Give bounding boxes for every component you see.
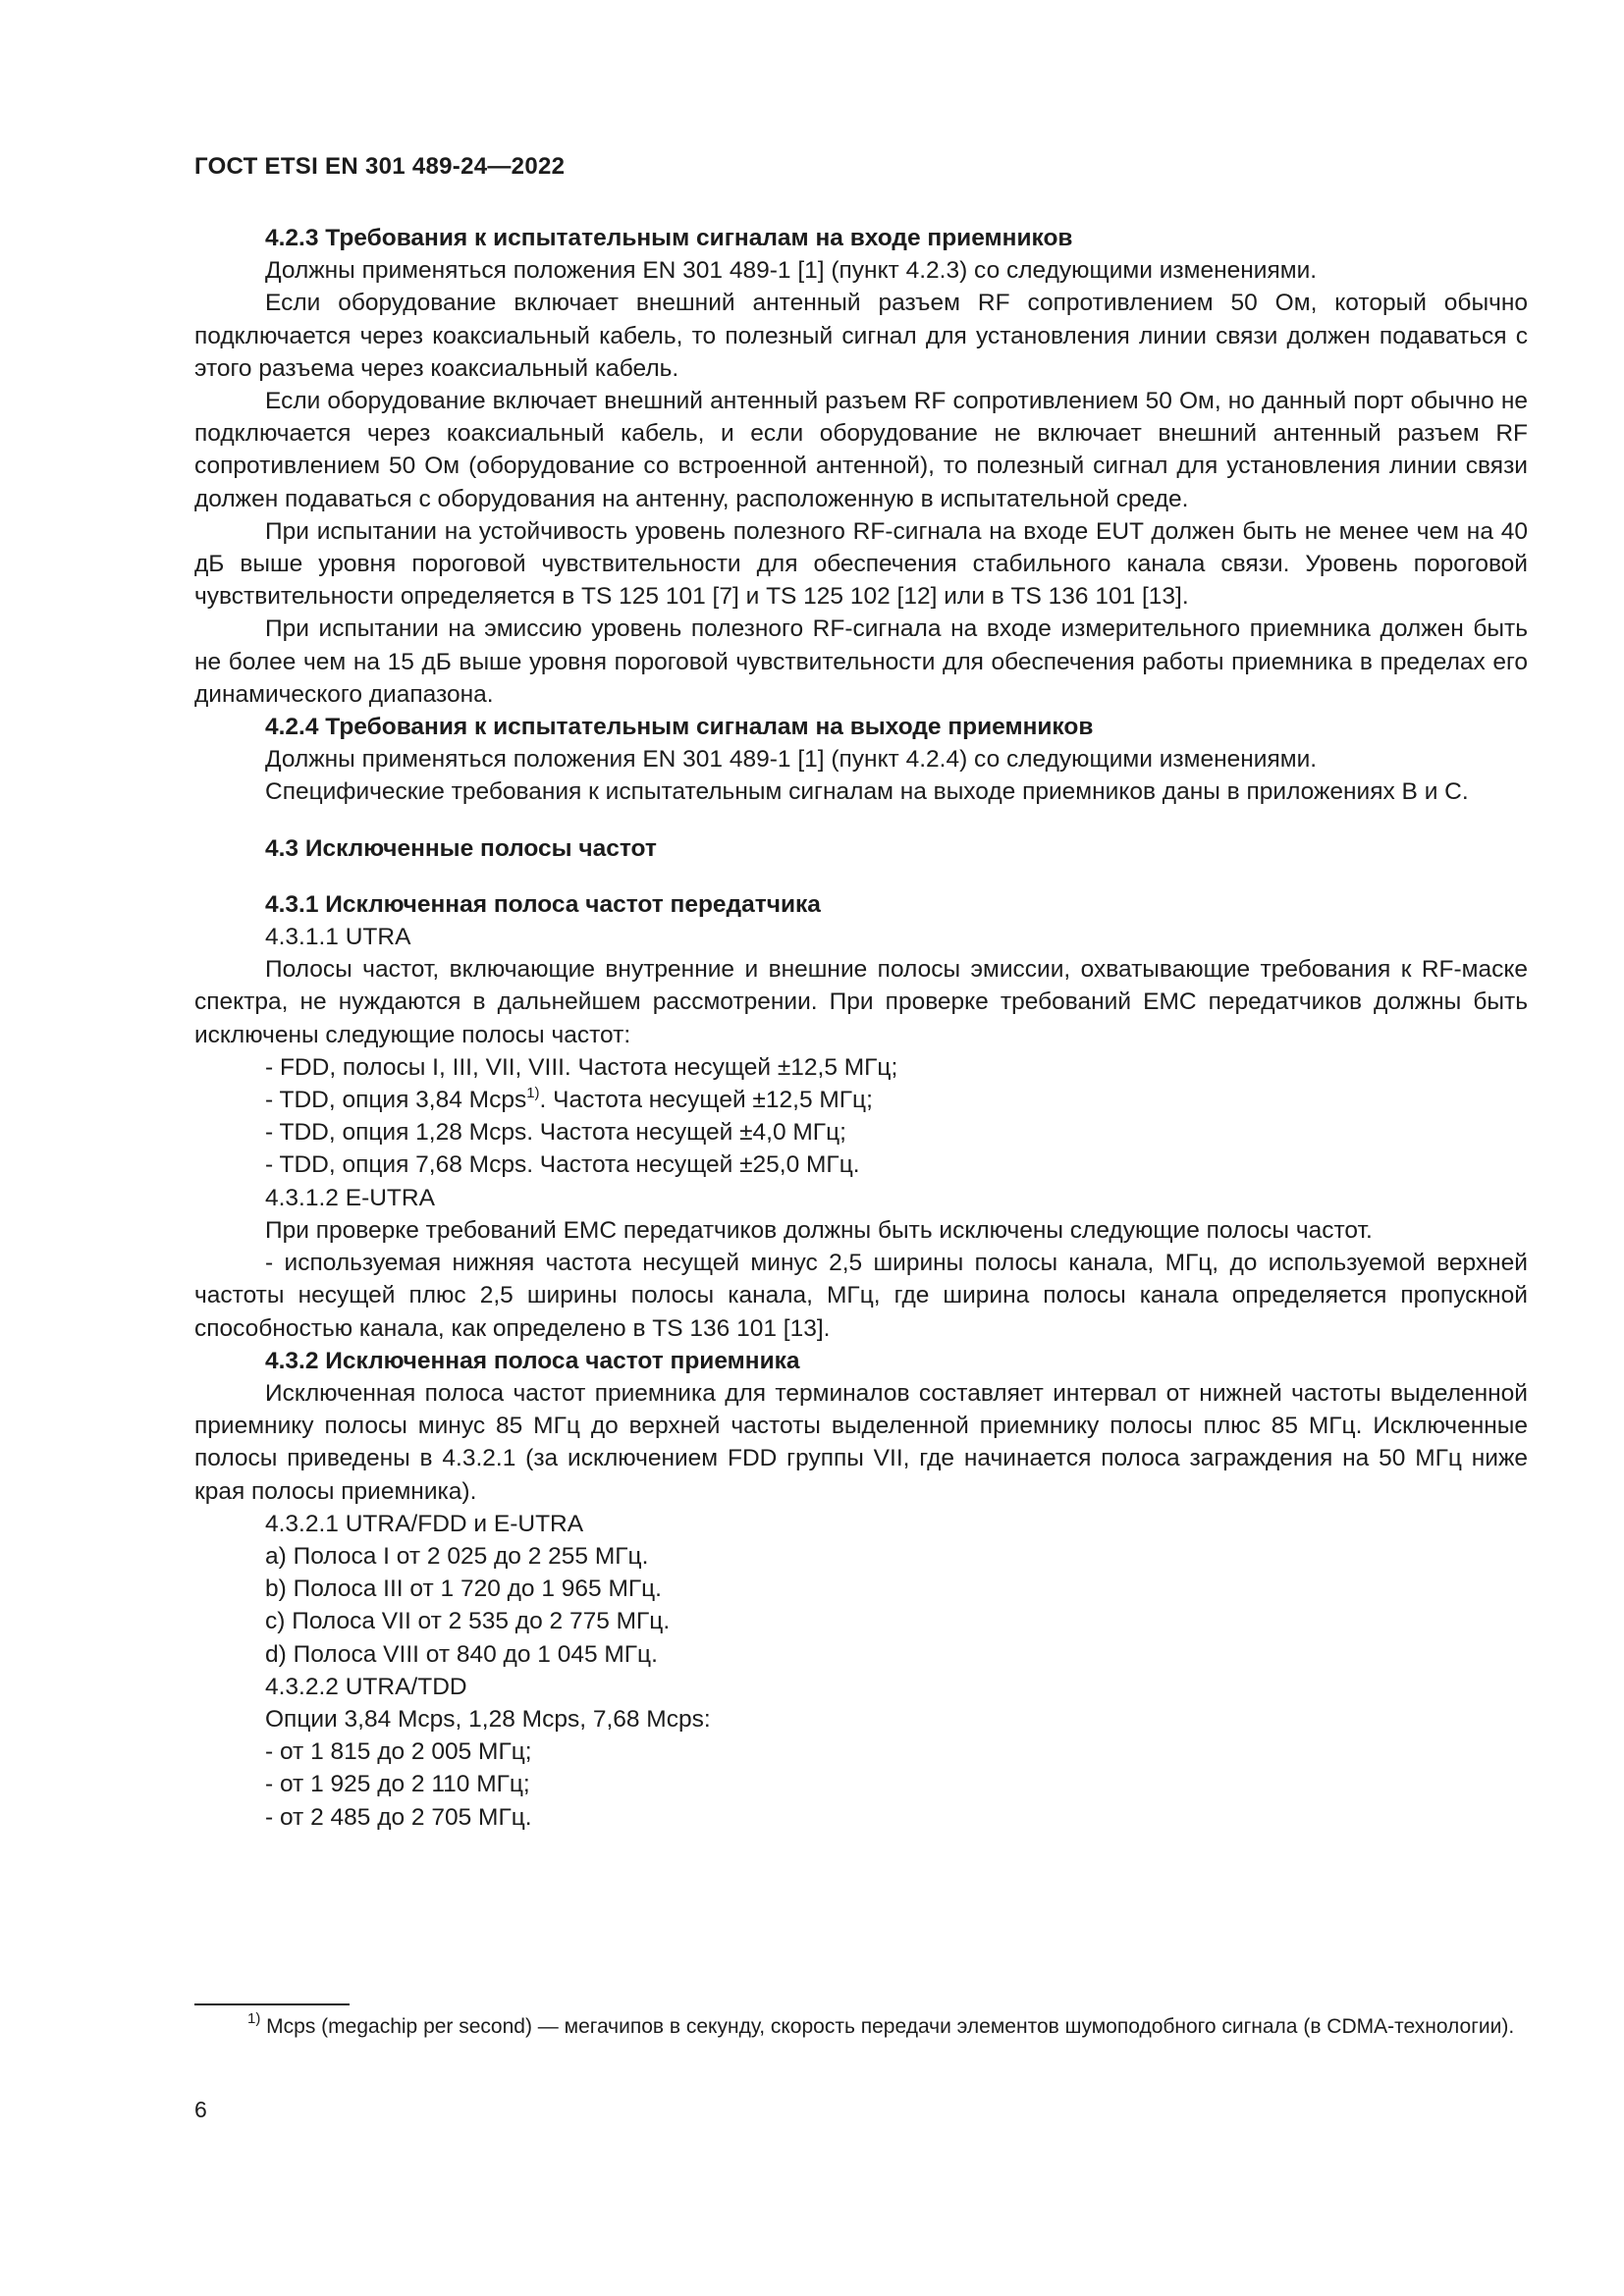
- list-item: - FDD, полосы I, III, VII, VIII. Частота несущей ±12,5 МГц;: [265, 1053, 898, 1081]
- list-item-text: . Частота несущей ±12,5 МГц;: [539, 1087, 873, 1114]
- heading-4-3-1: 4.3.1 Исключенная полоса частот передатчика: [265, 890, 821, 918]
- paragraph: При проверке требований EMC передатчиков должны быть исключены следующие полосы частот.: [265, 1216, 1373, 1244]
- heading-4-3: 4.3 Исключенные полосы частот: [265, 834, 657, 862]
- page-number: 6: [194, 2097, 207, 2122]
- list-item-text: - TDD, опция 3,84 Mcps: [265, 1087, 527, 1114]
- paragraph: Должны применяться положения EN 301 489-1 [1] (пункт 4.2.3) со следующими изменениями.: [265, 257, 1318, 285]
- subheading-4-3-1-1: 4.3.1.1 UTRA: [265, 924, 411, 951]
- paragraph: Специфические требования к испытательным сигналам на выходе приемников даны в приложениях B и C.: [265, 778, 1469, 806]
- subheading-4-3-2-2: 4.3.2.2 UTRA/TDD: [265, 1673, 467, 1700]
- list-item: - от 1 925 до 2 110 МГц;: [265, 1771, 530, 1798]
- heading-4-3-2: 4.3.2 Исключенная полоса частот приемника: [265, 1347, 800, 1374]
- list-item: d) Полоса VIII от 840 до 1 045 МГц.: [265, 1640, 658, 1668]
- footnote-divider: [194, 2003, 350, 2005]
- paragraph: Полосы частот, включающие внутренние и внешние полосы эмиссии, охватывающие требования к RF-маске спектра, не нуждаются в дальнейшем рассмотрении. При проверке требований EMC передатчиков должны быть исключены следующие полосы частот:: [194, 956, 1528, 1048]
- paragraph: Если оборудование включает внешний антенный разъем RF сопротивлением 50 Ом, но данный порт обычно не подключается через коаксиальный кабель, и если оборудование не включает внешний антенный разъем RF сопротивлением 50 Ом (оборудование со встроенной антенной), то полезный сигнал для установления линии связи должен подаваться с оборудования на антенну, расположенную в испытательной среде.: [194, 388, 1528, 512]
- list-item: - TDD, опция 1,28 Mcps. Частота несущей ±4,0 МГц;: [265, 1119, 846, 1147]
- paragraph: При испытании на эмиссию уровень полезного RF-сигнала на входе измерительного приемника должен быть не более чем на 15 дБ выше уровня пороговой чувствительности для обеспечения работы приемника в пределах его динамического диапазона.: [194, 615, 1528, 708]
- list-item: - от 2 485 до 2 705 МГц.: [265, 1803, 532, 1831]
- heading-4-2-3: 4.2.3 Требования к испытательным сигналам на входе приемников: [265, 225, 1073, 251]
- list-item: c) Полоса VII от 2 535 до 2 775 МГц.: [265, 1608, 671, 1635]
- footnote-ref: 1): [526, 1085, 540, 1102]
- subheading-4-3-2-1: 4.3.2.1 UTRA/FDD и E-UTRA: [265, 1510, 584, 1537]
- paragraph: Если оборудование включает внешний антенный разъем RF сопротивлением 50 Ом, который обычно подключается через коаксиальный кабель, то полезный сигнал для установления линии связи должен подаваться с этого разъема через коаксиальный кабель.: [194, 290, 1528, 382]
- paragraph: Должны применяться положения EN 301 489-1 [1] (пункт 4.2.4) со следующими изменениями.: [265, 746, 1318, 774]
- footnote: [194, 2012, 1528, 2042]
- list-item: b) Полоса III от 1 720 до 1 965 МГц.: [265, 1575, 662, 1603]
- subheading-4-3-1-2: 4.3.1.2 E-UTRA: [265, 1184, 435, 1211]
- paragraph: Исключенная полоса частот приемника для терминалов составляет интервал от нижней частоты выделенной приемнику полосы минус 85 МГц до верхней частоты выделенной приемнику полосы плюс 85 МГц. Исключенные полосы приведены в 4.3.2.1 (за исключением FDD группы VII, где начинается полоса заграждения на 50 МГц ниже края полосы приемника).: [194, 1379, 1528, 1505]
- paragraph: Опции 3,84 Mcps, 1,28 Mcps, 7,68 Mcps:: [265, 1705, 711, 1733]
- paragraph: - используемая нижняя частота несущей минус 2,5 ширины полосы канала, МГц, до используемой верхней частоты несущей плюс 2,5 ширины полосы канала, МГц, где ширина полосы канала определяется пропускной способностью канала, как определено в TS 136 101 [13].: [194, 1250, 1528, 1342]
- list-item: - от 1 815 до 2 005 МГц;: [265, 1738, 532, 1766]
- list-item: [194, 1084, 1528, 1116]
- document-body: [194, 222, 1528, 1834]
- footnote-body: Mcps (megachip per second) — мегачипов в секунду, скорость передачи элементов шумоподобного сигнала (в CDMA-технологии).: [260, 2015, 1515, 2038]
- heading-4-2-4: 4.2.4 Требования к испытательным сигналам на выходе приемников: [265, 714, 1094, 741]
- list-item: - TDD, опция 7,68 Mcps. Частота несущей ±25,0 МГц.: [265, 1151, 860, 1179]
- footnote-text: [194, 2012, 1528, 2042]
- document-header: ГОСТ ETSI EN 301 489-24—2022: [194, 153, 566, 180]
- paragraph: При испытании на устойчивость уровень полезного RF-сигнала на входе EUT должен быть не менее чем на 40 дБ выше уровня пороговой чувствительности для обеспечения стабильного канала связи. Уровень пороговой чувствительности определяется в TS 125 101 [7] и TS 125 102 [12] или в TS 136 101 [13].: [194, 517, 1528, 611]
- footnote-marker: 1): [247, 2010, 261, 2027]
- list-item: a) Полоса I от 2 025 до 2 255 МГц.: [265, 1542, 649, 1570]
